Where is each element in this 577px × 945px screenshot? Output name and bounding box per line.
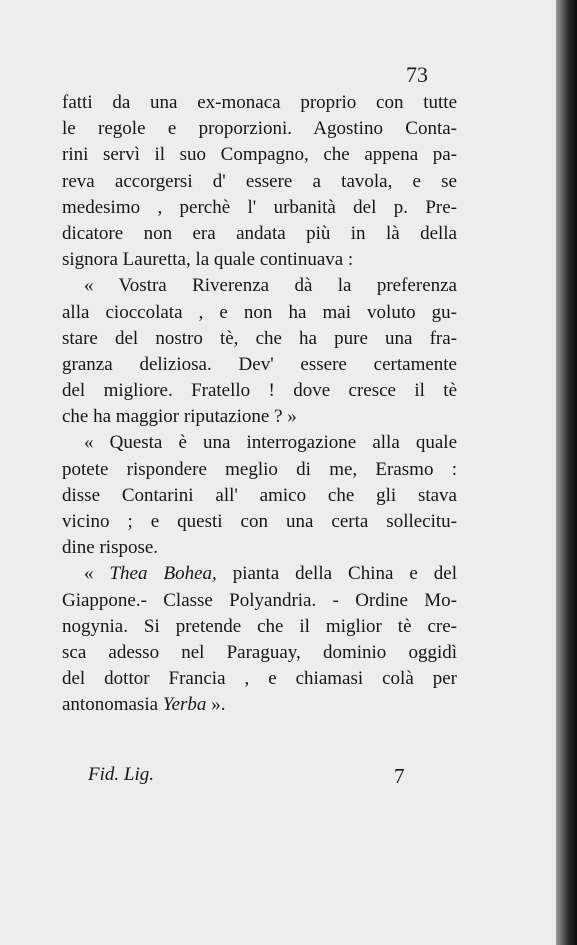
text-line: sca adesso nel Paraguay, dominio oggidì xyxy=(62,641,457,663)
text-line: granza deliziosa. Dev' essere certamente xyxy=(62,353,457,375)
text-line: stare del nostro tè, che ha pure una fra- xyxy=(62,327,457,349)
text-line: medesimo , perchè l' urbanità del p. Pre- xyxy=(62,196,457,218)
species-name: Thea Bohea, xyxy=(109,563,217,585)
text-line: del dottor Francia , e chiamasi colà per xyxy=(62,668,457,690)
line-text: pianta della China e del xyxy=(216,563,457,585)
page-text xyxy=(62,90,457,719)
text-line: dicatore non era andata più in là della xyxy=(62,222,457,244)
text-line xyxy=(62,561,457,587)
line-text: antonomasia xyxy=(62,694,163,716)
text-line: « Vostra Riverenza dà la preferenza xyxy=(84,275,457,297)
page-footer xyxy=(0,764,560,790)
text-line: « Questa è una interrogazione alla quale xyxy=(84,432,457,454)
line-text: ». xyxy=(206,694,226,716)
text-line: signora Lauretta, la quale continuava : xyxy=(62,249,354,271)
signature-number: 7 xyxy=(394,764,405,788)
text-line: fatti da una ex-monaca proprio con tutte xyxy=(62,92,457,113)
text-line: reva accorgersi d' essere a tavola, e se xyxy=(62,170,457,192)
term-yerba: Yerba xyxy=(162,694,207,716)
quote-mark: « xyxy=(84,563,110,585)
text-line: alla cioccolata , e non ha mai voluto gu- xyxy=(62,301,457,323)
text-line: disse Contarini all' amico che gli stava xyxy=(62,484,457,506)
page-number: 73 xyxy=(406,62,428,87)
text-line: vicino ; e questi con una certa sollecitu- xyxy=(62,511,457,532)
text-line: che ha maggior riputazione ? » xyxy=(62,406,297,428)
footer-signature: Fid. Lig. xyxy=(88,764,154,785)
text-line: dine rispose. xyxy=(62,537,159,559)
text-line: le regole e proporzioni. Agostino Conta- xyxy=(62,118,457,140)
page-edge-shadow xyxy=(556,0,577,945)
text-line xyxy=(62,692,457,718)
text-line: potete rispondere meglio di me, Erasmo : xyxy=(62,458,457,480)
text-line: rini servì il suo Compagno, che appena pa- xyxy=(62,144,457,166)
text-line: nogynia. Si pretende che il miglior tè cre- xyxy=(62,615,457,637)
text-line: del migliore. Fratello ! dove cresce il tè xyxy=(62,380,457,402)
text-line: Giappone.- Classe Polyandria. - Ordine Mo- xyxy=(62,589,457,611)
